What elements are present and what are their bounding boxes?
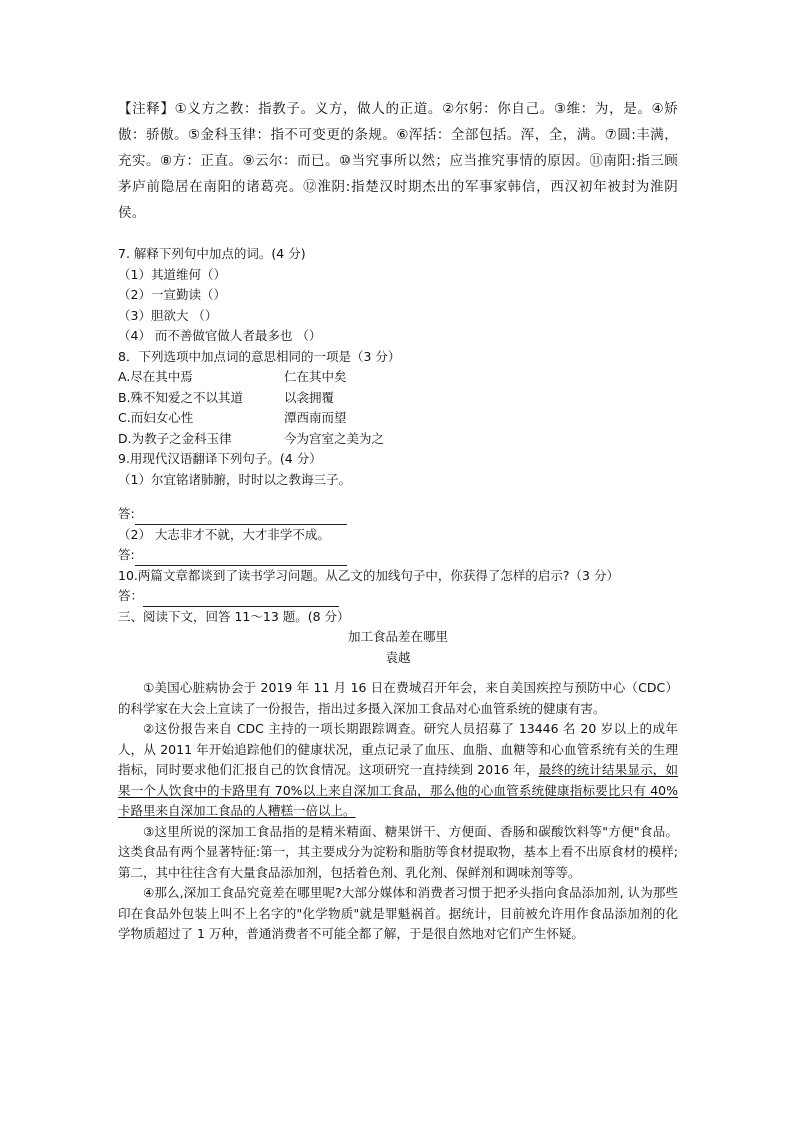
answer-line[interactable] xyxy=(135,551,347,566)
q7-item-2: （2）一宣勤读（） xyxy=(118,287,226,302)
article-paragraph-2 xyxy=(118,719,678,822)
article-title: 加工食品差在哪里 xyxy=(347,629,448,644)
q7-item-1: （1）其道维何（） xyxy=(118,266,226,282)
answer-line[interactable] xyxy=(135,510,347,525)
q9-sentence-2: （2） 大志非才不就，大才非学不成。 xyxy=(118,526,330,542)
q8-option-b xyxy=(118,388,678,409)
q9-sentence-1: （1）尔宜铭诸肺腑，时时以之教诲三子。 xyxy=(118,471,351,487)
q8-option-c-right: 潭西南而望 xyxy=(284,410,347,425)
q8-option-b-right: 以衾拥覆 xyxy=(284,389,335,405)
questions-block xyxy=(118,244,678,668)
q8-option-d-left: D.为教子之金科玉律 xyxy=(118,430,232,446)
answer-label: 答： xyxy=(118,588,144,603)
q10-stem: 10.两篇文章都谈到了读书学习问题。从乙文的加线句子中，你获得了怎样的启示?（3 分） xyxy=(118,567,619,583)
q7-item-4: （4） 而不善做官做人者最多也 （） xyxy=(118,328,322,343)
q8-option-c-left: C.而妇女心性 xyxy=(118,410,194,425)
answer-line[interactable] xyxy=(143,592,339,607)
q8-option-a-left: A.尽在其中焉 xyxy=(118,369,193,384)
q10-answer xyxy=(118,586,678,607)
underlined-sentence: 最终的统计结果显示，如果一个人饮食中的卡路里有 70%以上来自深加工食品，那么他的心血管系统健康指标要比只有 40%卡路里来自深加工食品的人糟糕一倍以上。 xyxy=(118,762,678,818)
q8-option-a-right: 仁在其中矣 xyxy=(284,369,347,384)
q8-option-b-left: B.殊不知爱之不以其道 xyxy=(118,389,244,405)
q7-item-3: （3）胆欲大 （） xyxy=(118,307,218,323)
article-paragraph-3: ③这里所说的深加工食品指的是精米精面、糖果饼干、方便面、香肠和碳酸饮料等"方便"食品。这类食品有两个显著特征:第一，其主要成分为淀粉和脂肪等食材提取物，基本上看不出原食材的模样; 第二，其中往往含有大量食品添加剂，包括着色剂、乳化剂、保鲜剂和调味剂等等。 xyxy=(118,823,678,880)
q8-option-a xyxy=(118,367,678,388)
article-paragraph-1: ①美国心脏病协会于 2019 年 11 月 16 日在费城召开年会，来自美国疾控与预防中心（CDC）的科学家在大会上宣读了一份报告，指出过多摄入深加工食品对心血管系统的健康有害。 xyxy=(118,680,678,716)
q7-stem: 7. 解释下列句中加点的词。(4 分) xyxy=(118,246,306,261)
answer-label: 答: xyxy=(118,506,135,521)
annotations-block xyxy=(118,96,678,226)
annotations-text: 【注释】①义方之教：指教子。义方，做人的正道。②尔躬：你自己。③维：为，是。④矫傲：骄傲。⑤金科玉律：指不可变更的条规。⑥浑括：全部包括。浑，全，满。⑦圆:丰满，充实。⑧方：正直。⑨云尔：而已。⑩当究事所以然；应当推究事情的原因。⑪南阳:指三顾茅庐前隐居在南阳的诸葛亮。⑫淮阴:指楚汉时期杰出的军事家韩信，西汉初年被封为淮阴侯。 xyxy=(118,101,678,221)
article-body xyxy=(118,678,678,945)
article-author: 袁越 xyxy=(385,649,411,665)
q8-option-c xyxy=(118,408,678,429)
q8-option-d-right: 今为宫室之美为之 xyxy=(284,430,385,446)
paragraph-2-text: ②这份报告来自 CDC 主持的一项长期跟踪调查。研究人员招募了 13446 名 20 岁以上的成年人，从 2011 年开始追踪他们的健康状况，重点记录了血压、血脂、血糖等和心血管系统有关的生理指标，同时要求他们汇报自己的饮食情况。这项研究一直持续到 2016 年， xyxy=(118,721,678,777)
q8-option-d xyxy=(118,429,678,450)
q8-stem: 8．下列选项中加点词的意思相同的一项是（3 分） xyxy=(118,348,401,364)
q9-stem: 9.用现代汉语翻译下列句子。(4 分） xyxy=(118,451,322,466)
article-paragraph-4: ④那么,深加工食品究竟差在哪里呢?大部分媒体和消费者习惯于把矛头指向食品添加剂, 认为那些印在食品外包装上叫不上名字的"化学物质"就是罪魁祸首。据统计，目前被允许用作食品添加剂的化学物质超过了 1 万种，普通消费者不可能全都了解，于是很自然地对它们产生怀疑。 xyxy=(118,885,678,941)
q9-answer-1 xyxy=(118,504,678,525)
answer-label: 答: xyxy=(118,547,135,562)
section-heading: 三、阅读下文，回答 11～13 题。(8 分） xyxy=(118,608,350,624)
q9-answer-2 xyxy=(118,545,678,566)
